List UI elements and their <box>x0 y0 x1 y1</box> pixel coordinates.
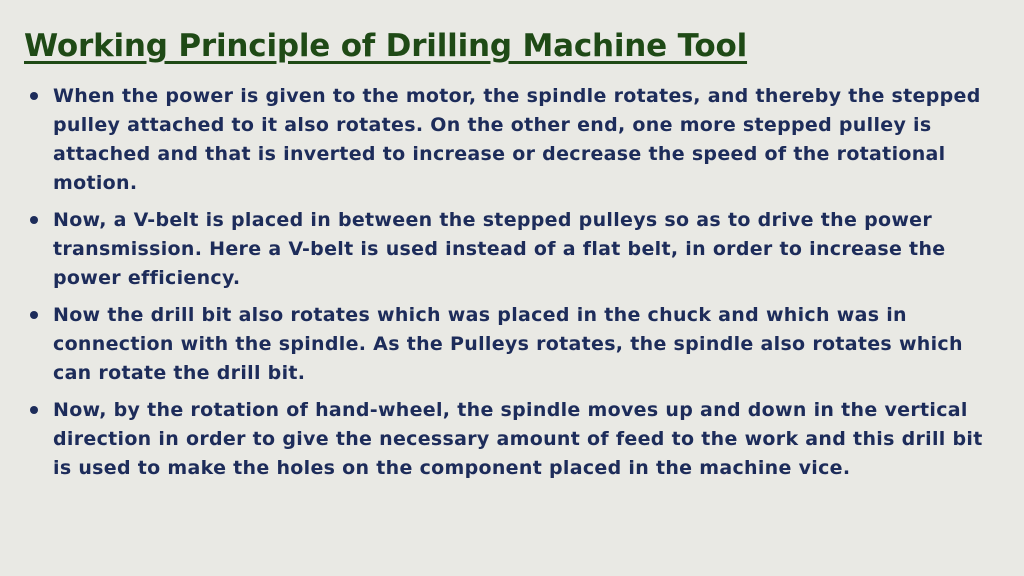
slide-title: Working Principle of Drilling Machine Tool <box>24 28 748 64</box>
bullet-text: Now, a V-belt is placed in between the stepped pulleys so as to drive the power transmission. Here a V-belt is used instead of a flat belt, in order to increase the power efficiency. <box>53 209 946 289</box>
bullet-list <box>24 82 996 483</box>
bullet-text: Now the drill bit also rotates which was placed in the chuck and which was in connection with the spindle. As the Pulleys rotates, the spindle also rotates which can rotate the drill bit. <box>53 304 963 384</box>
bullet-text: Now, by the rotation of hand-wheel, the spindle moves up and down in the vertical direction in order to give the necessary amount of feed to the work and this drill bit is used to make the holes on the component placed in the machine vice. <box>53 399 983 479</box>
bullet-dot-icon <box>30 311 38 319</box>
bullet-dot-icon <box>30 92 38 100</box>
bullet-text: When the power is given to the motor, the spindle rotates, and thereby the stepped pulley attached to it also rotates. On the other end, one more stepped pulley is attached and that is inverted to increase or decrease the speed of the rotational motion. <box>53 85 981 194</box>
bullet-dot-icon <box>30 216 38 224</box>
bullet-item <box>24 301 996 388</box>
bullet-item <box>24 396 996 483</box>
bullet-item <box>24 82 996 198</box>
bullet-item <box>24 206 996 293</box>
bullet-dot-icon <box>30 406 38 414</box>
